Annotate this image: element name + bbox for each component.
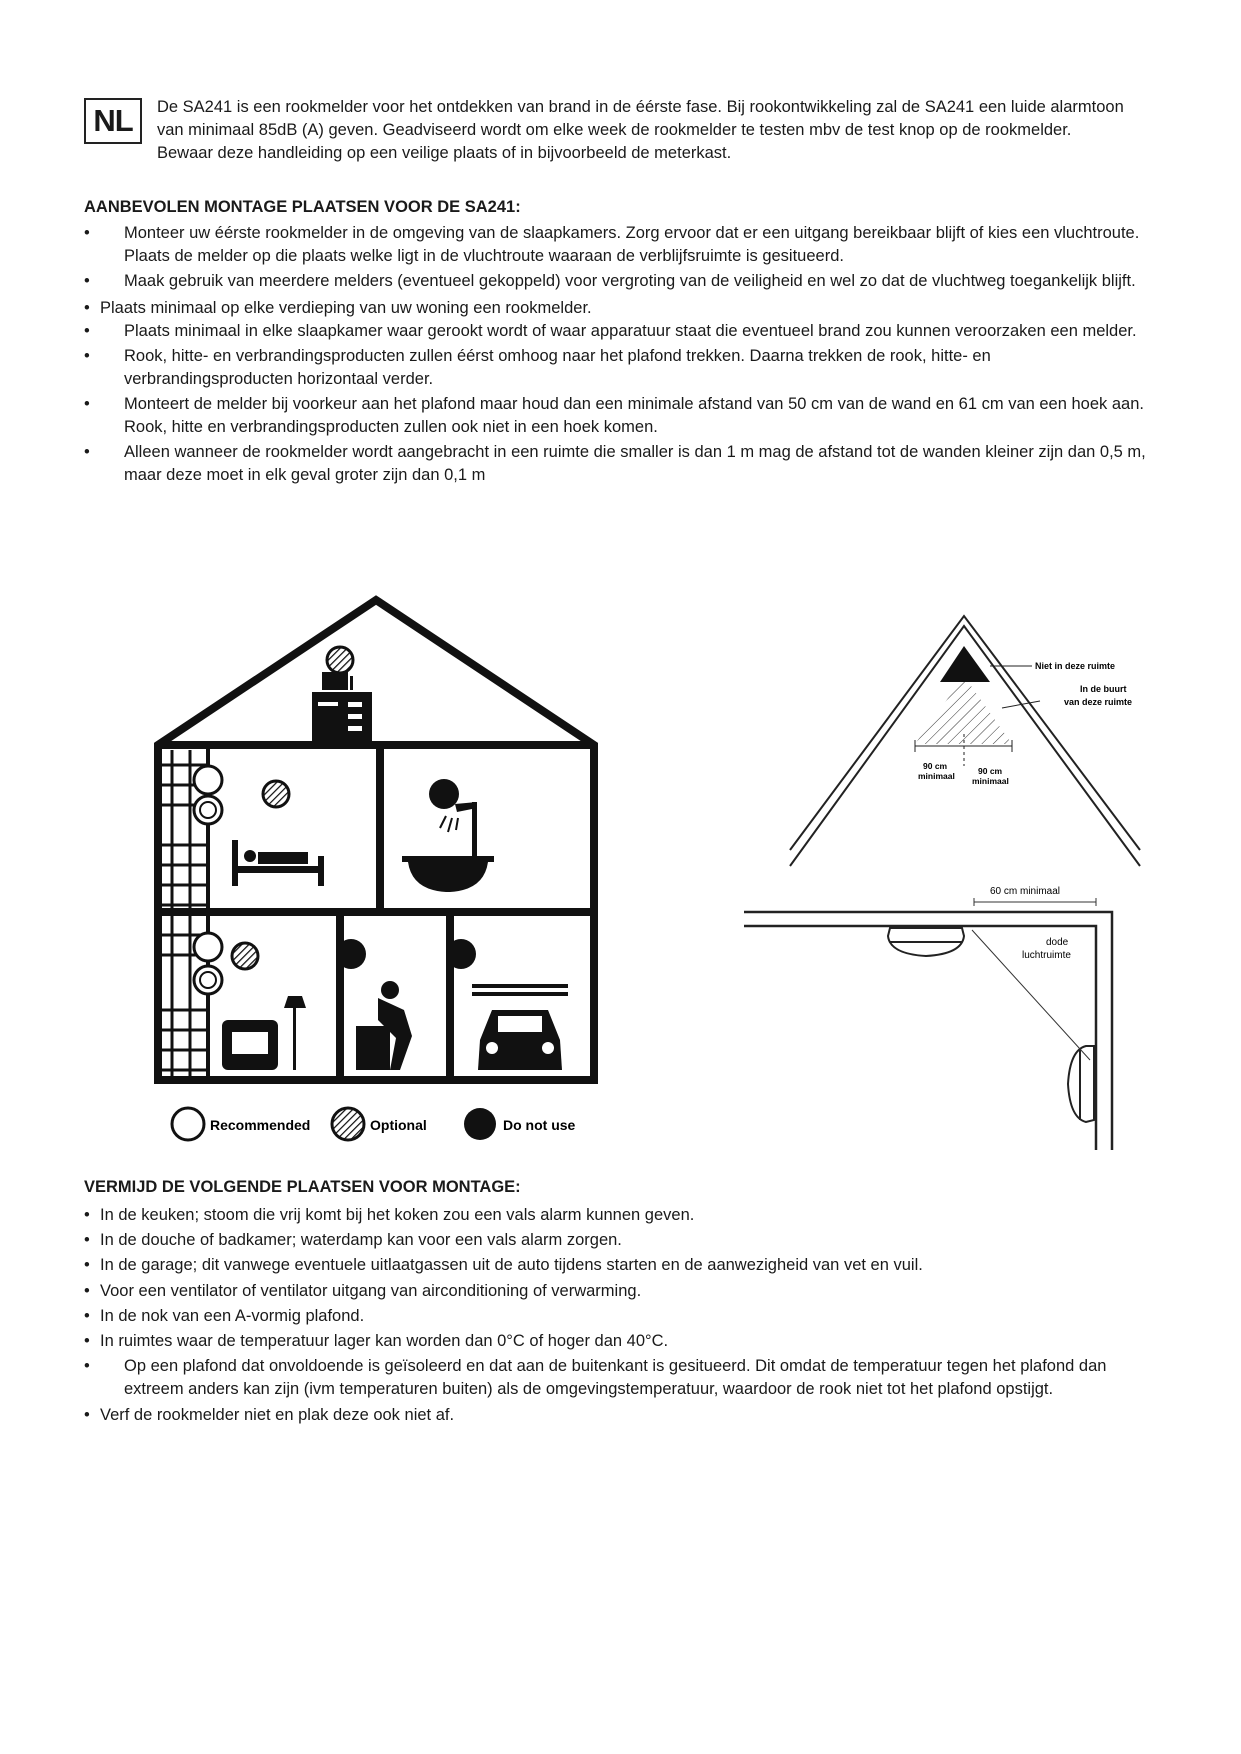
smoke-detector-ceiling xyxy=(888,928,964,956)
bullet: • xyxy=(84,1282,90,1300)
roof-diagram xyxy=(780,606,1150,886)
smoke-detector-wall xyxy=(1068,1046,1094,1122)
bullet: • xyxy=(84,1357,90,1375)
bullet: • xyxy=(84,443,90,461)
list-item xyxy=(84,441,1159,487)
list-item xyxy=(84,270,1159,293)
bullet: • xyxy=(84,1406,90,1424)
bullet: • xyxy=(84,1256,90,1274)
intro-line: van minimaal 85dB (A) geven. Geadviseerd wordt om elke week de rookmelder te testen mbv de test knop op de rookmelder. xyxy=(157,121,1072,139)
list-item-text: Rook, hitte- en verbrandingsproducten zullen éérst omhoog naar het plafond trekken. Daarna trekken de rook, hitte- en verbrandingsproducten horizontaal verder. xyxy=(124,347,991,388)
wall-dead-air-2: luchtruimte xyxy=(1022,950,1071,961)
legend-do-not-use-icon xyxy=(464,1108,496,1140)
list-item xyxy=(84,320,1159,343)
bed-icon xyxy=(232,840,324,886)
list-item-text: Op een plafond dat onvoldoende is geïsoleerd en dat aan de buitenkant is gesitueerd. Dit omdat de temperatuur tegen het plafond dan extreem anders kan zijn (ivm temperaturen buiten) als de omgevingstemperatuur, waardoor de rook niet tot het plafond opstijgt. xyxy=(124,1357,1107,1398)
garage-icon xyxy=(472,986,568,994)
bathtub-icon xyxy=(402,802,494,892)
roof-dist-right-2: minimaal xyxy=(972,776,1009,786)
recommended-list xyxy=(84,222,1159,487)
list-item xyxy=(84,1204,1159,1227)
roof-dist-left-1: 90 cm xyxy=(923,761,948,771)
roof-label-not-here: Niet in deze ruimte xyxy=(1035,661,1116,671)
list-item xyxy=(84,297,1159,320)
shower-icon xyxy=(440,816,458,832)
list-item xyxy=(84,1280,1159,1303)
list-item-text: Monteert de melder bij voorkeur aan het plafond maar houd dan een minimale afstand van 50 cm van de wand en 61 cm van een hoek aan. Rook, hitte en verbrandingsproducten zullen ook niet in een hoek komen. xyxy=(124,395,1144,436)
car-icon xyxy=(478,1010,562,1070)
list-item-text: Plaats minimaal op elke verdieping van uw woning een rookmelder. xyxy=(100,299,592,317)
roof-label-near-1: In de buurt xyxy=(1080,684,1127,694)
list-item-text: Maak gebruik van meerdere melders (eventueel gekoppeld) voor vergroting van de veiligheid en wel zo dat de vluchtweg toegankelijk blijft. xyxy=(124,272,1136,290)
recommended-heading: AANBEVOLEN MONTAGE PLAATSEN VOOR DE SA241: xyxy=(84,198,521,216)
avoid-heading: VERMIJD DE VOLGENDE PLAATSEN VOOR MONTAGE: xyxy=(84,1178,521,1196)
bullet: • xyxy=(84,1307,90,1325)
list-item xyxy=(84,393,1159,439)
armchair-icon xyxy=(222,1020,278,1070)
near-zone-hatch xyxy=(915,676,1012,744)
bullet: • xyxy=(84,1231,90,1249)
desk-icon xyxy=(312,672,372,742)
list-item-text: In de nok van een A-vormig plafond. xyxy=(100,1307,365,1325)
list-item-text: In ruimtes waar de temperatuur lager kan worden dan 0°C of hoger dan 40°C. xyxy=(100,1332,669,1350)
intro-text xyxy=(157,96,1157,165)
bullet: • xyxy=(84,322,90,340)
roof-dist-left-2: minimaal xyxy=(918,771,955,781)
legend-do-not-use-label: Do not use xyxy=(503,1117,576,1133)
bullet: • xyxy=(84,299,90,317)
list-item-text: Plaats minimaal in elke slaapkamer waar gerookt wordt of waar apparatuur staat die eventueel brand zou kunnen veroorzaken een melder. xyxy=(124,322,1137,340)
legend-recommended-label: Recommended xyxy=(210,1117,311,1133)
wall-dead-air-1: dode xyxy=(1046,937,1069,948)
house-illustration xyxy=(150,590,610,1150)
intro-line: De SA241 is een rookmelder voor het ontdekken van brand in de éérste fase. Bij rookontwikkeling zal de SA241 een luide alarmtoon xyxy=(157,98,1124,116)
list-item xyxy=(84,1355,1159,1401)
list-item xyxy=(84,1305,1159,1328)
list-item-text: In de garage; dit vanwege eventuele uitlaatgassen uit de auto tijdens starten en de aanwezigheid van vet en vuil. xyxy=(100,1256,923,1274)
lamp-icon xyxy=(284,996,306,1070)
list-item xyxy=(84,222,1159,268)
list-item-text: In de keuken; stoom die vrij komt bij het koken zou een vals alarm kunnen geven. xyxy=(100,1206,695,1224)
legend-recommended-icon xyxy=(172,1108,204,1140)
legend-optional-label: Optional xyxy=(370,1117,427,1133)
list-item-text: In de douche of badkamer; waterdamp kan voor een vals alarm zorgen. xyxy=(100,1231,622,1249)
avoid-list xyxy=(84,1202,1159,1427)
list-item xyxy=(84,1330,1159,1353)
wall-diagram xyxy=(740,870,1120,1160)
list-item-text: Alleen wanneer de rookmelder wordt aangebracht in een ruimte die smaller is dan 1 m mag de afstand tot de wanden kleiner zijn dan 0,5 m, maar deze moet in elk geval groter zijn dan 0,1 m xyxy=(124,443,1146,484)
list-item xyxy=(84,1404,1159,1427)
dimension-lines xyxy=(972,898,1096,1060)
bullet: • xyxy=(84,224,90,242)
intro-line: Bewaar deze handleiding op een veilige plaats of in bijvoorbeeld de meterkast. xyxy=(157,144,732,162)
list-item-text: Voor een ventilator of ventilator uitgang van airconditioning of verwarming. xyxy=(100,1282,642,1300)
cook-icon xyxy=(356,981,412,1070)
list-item xyxy=(84,1229,1159,1252)
bullet: • xyxy=(84,272,90,290)
house-structure xyxy=(158,600,594,1080)
roof-label-near-2: van deze ruimte xyxy=(1064,697,1133,707)
wall-dist-label: 60 cm minimaal xyxy=(990,886,1061,897)
list-item-text: Monteer uw éérste rookmelder in de omgeving van de slaapkamers. Zorg ervoor dat er een uitgang bereikbaar blijft of kies een vluchtroute. Plaats de melder op die plaats welke ligt in de vluchtroute waaraan de verblijfsruimte is gesitueerd. xyxy=(124,224,1140,265)
bullet: • xyxy=(84,395,90,413)
legend xyxy=(172,1108,576,1140)
roof-dist-right-1: 90 cm xyxy=(978,766,1003,776)
list-item xyxy=(84,1254,1159,1277)
bullet: • xyxy=(84,1206,90,1224)
language-badge: NL xyxy=(84,98,142,144)
bullet: • xyxy=(84,1332,90,1350)
legend-optional-icon xyxy=(332,1108,364,1140)
list-item-text: Verf de rookmelder niet en plak deze ook niet af. xyxy=(100,1406,455,1424)
bullet: • xyxy=(84,347,90,365)
list-item xyxy=(84,345,1159,391)
